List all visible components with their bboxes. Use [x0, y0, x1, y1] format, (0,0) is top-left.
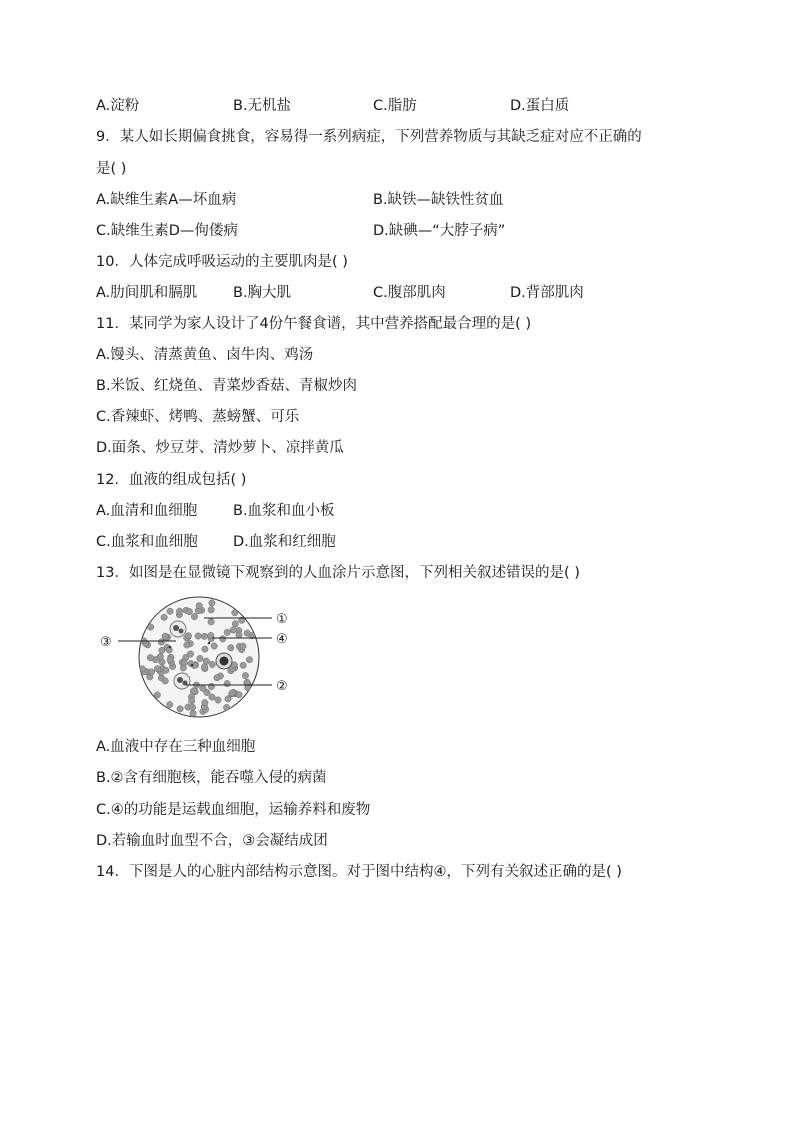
- q12-option-a: A.血清和血细胞: [96, 503, 198, 519]
- red-blood-cell: [154, 666, 160, 672]
- red-blood-cell: [162, 633, 168, 639]
- red-blood-cell: [224, 629, 230, 635]
- q10-stem: 10．人体完成呼吸运动的主要肌肉是( ): [96, 254, 348, 270]
- white-blood-cell: [170, 621, 186, 637]
- platelet: [169, 646, 172, 649]
- q9-stem-continued: 是( ): [96, 161, 127, 177]
- q14-stem: 14．下图是人的心脏内部结构示意图。对于图中结构④，下列有关叙述正确的是( ): [96, 864, 622, 880]
- red-blood-cell: [167, 657, 173, 663]
- q13-option-c: C.④的功能是运载血细胞，运输养料和废物: [96, 802, 371, 818]
- red-blood-cell: [215, 697, 221, 703]
- red-blood-cell: [162, 678, 168, 684]
- red-blood-cell: [240, 662, 246, 668]
- red-blood-cell: [209, 661, 215, 667]
- q9-option-c: C.缺维生素D—佝偻病: [96, 223, 238, 239]
- red-blood-cell: [197, 655, 203, 661]
- white-blood-cell: [174, 673, 190, 689]
- red-blood-cell: [181, 660, 187, 666]
- q12-option-b: B.血浆和血小板: [233, 503, 335, 519]
- white-blood-cell: [216, 653, 232, 669]
- red-blood-cell: [191, 613, 197, 619]
- red-blood-cell: [236, 632, 242, 638]
- q11-option-a: A.馒头、清蒸黄鱼、卤牛肉、鸡汤: [96, 347, 314, 363]
- red-blood-cell: [220, 636, 226, 642]
- red-blood-cell: [202, 646, 208, 652]
- q11-stem: 11．某同学为家人设计了4份午餐食谱，其中营养搭配最合理的是( ): [96, 316, 532, 332]
- red-blood-cell: [177, 706, 183, 712]
- q9-option-d: D.缺碘—“大脖子病”: [373, 223, 506, 239]
- q8-option-c: C.脂肪: [373, 98, 417, 114]
- red-blood-cell: [208, 607, 214, 613]
- red-blood-cell: [161, 614, 167, 620]
- q13-option-b: B.②含有细胞核，能吞噬入侵的病菌: [96, 770, 327, 786]
- red-blood-cell: [203, 658, 209, 664]
- figure-label-1: ①: [276, 612, 288, 627]
- q11-option-c: C.香辣虾、烤鸭、蒸螃蟹、可乐: [96, 409, 300, 425]
- red-blood-cell: [185, 633, 191, 639]
- q13-option-d: D.若输血时血型不合，③会凝结成团: [96, 833, 328, 849]
- q9-stem: 9．某人如长期偏食挑食，容易得一系列病症，下列营养物质与其缺乏症对应不正确的: [96, 129, 642, 145]
- q10-option-a: A.肋间肌和膈肌: [96, 285, 198, 301]
- red-blood-cell: [147, 655, 153, 661]
- red-blood-cell: [188, 660, 194, 666]
- q12-stem: 12．血液的组成包括( ): [96, 472, 247, 488]
- red-blood-cell: [189, 704, 195, 710]
- red-blood-cell: [223, 704, 229, 710]
- red-blood-cell: [167, 608, 173, 614]
- red-blood-cell: [208, 683, 214, 689]
- red-blood-cell: [189, 698, 195, 704]
- figure-label-4: ④: [276, 632, 288, 647]
- red-blood-cell: [190, 688, 196, 694]
- q13-option-a: A.血液中存在三种血细胞: [96, 739, 256, 755]
- q13-stem: 13．如图是在显微镜下观察到的人血涂片示意图，下列相关叙述错误的是( ): [96, 565, 580, 581]
- red-blood-cell: [211, 643, 217, 649]
- q10-option-b: B.胸大肌: [233, 285, 292, 301]
- red-blood-cell: [240, 643, 246, 649]
- platelet: [208, 642, 211, 645]
- red-blood-cell: [208, 619, 214, 625]
- red-blood-cell: [196, 603, 202, 609]
- red-blood-cell: [195, 633, 201, 639]
- red-blood-cell: [229, 690, 235, 696]
- figure-label-3: ③: [100, 635, 112, 650]
- figure-label-2: ②: [276, 679, 288, 694]
- q9-option-b: B.缺铁—缺铁性贫血: [373, 192, 504, 208]
- platelet: [191, 664, 194, 667]
- red-blood-cell: [246, 657, 252, 663]
- red-blood-cell: [201, 664, 207, 670]
- q12-option-d: D.血浆和红细胞: [233, 534, 336, 550]
- red-blood-cell: [224, 680, 230, 686]
- red-blood-cell: [159, 647, 165, 653]
- q8-option-a: A.淀粉: [96, 98, 140, 114]
- red-blood-cell: [232, 621, 238, 627]
- red-blood-cell: [154, 692, 160, 698]
- red-blood-cell: [190, 710, 196, 716]
- red-blood-cell: [167, 701, 173, 707]
- q10-option-c: C.腹部肌肉: [373, 285, 446, 301]
- red-blood-cell: [242, 672, 248, 678]
- q9-option-a: A.缺维生素A—坏血病: [96, 192, 237, 208]
- red-blood-cell: [186, 608, 192, 614]
- red-blood-cell: [200, 685, 206, 691]
- q8-option-d: D.蛋白质: [510, 98, 570, 114]
- blood-smear-figure: [96, 595, 306, 720]
- red-blood-cell: [184, 642, 190, 648]
- red-blood-cell: [157, 653, 163, 659]
- red-blood-cell: [209, 600, 215, 606]
- red-blood-cell: [176, 608, 182, 614]
- q11-option-d: D.面条、炒豆芽、清炒萝卜、凉拌黄瓜: [96, 440, 344, 456]
- red-blood-cell: [163, 667, 169, 673]
- q12-option-c: C.血浆和血细胞: [96, 534, 198, 550]
- q11-option-b: B.米饭、红烧鱼、青菜炒香菇、青椒炒肉: [96, 378, 358, 394]
- red-blood-cell: [201, 633, 207, 639]
- red-blood-cell: [148, 669, 154, 675]
- red-blood-cell: [228, 645, 234, 651]
- red-blood-cell: [209, 694, 215, 700]
- red-blood-cell: [244, 630, 250, 636]
- red-blood-cell: [202, 699, 208, 705]
- q10-option-d: D.背部肌肉: [510, 285, 584, 301]
- red-blood-cell: [230, 627, 236, 633]
- q8-option-b: B.无机盐: [233, 98, 292, 114]
- red-blood-cell: [214, 675, 220, 681]
